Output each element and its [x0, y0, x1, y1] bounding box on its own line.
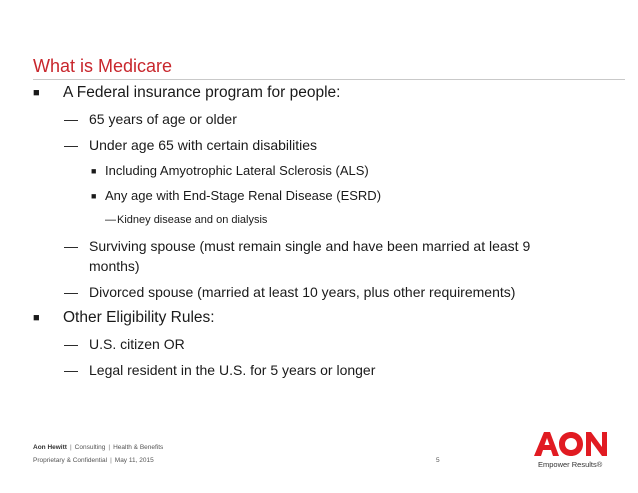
bullet-text: Including Amyotrophic Lateral Sclerosis (ALS)	[105, 163, 369, 178]
bullet-marker: ■	[91, 166, 97, 176]
bullet-text: U.S. citizen OR	[89, 336, 185, 352]
bullet-us-citizen	[64, 335, 185, 353]
bullet-other-eligibility	[33, 309, 215, 327]
footer-line-2	[33, 457, 154, 464]
bullet-federal-program	[33, 84, 340, 102]
footer-line-1	[33, 444, 163, 451]
bullet-marker: ■	[91, 191, 97, 201]
bullet-age-65	[64, 110, 237, 128]
bullet-marker: —	[64, 284, 78, 300]
bullet-surviving-spouse-continuation: months)	[89, 258, 140, 274]
footer-date: May 11, 2015	[114, 457, 154, 464]
bullet-text: Under age 65 with certain disabilities	[89, 137, 318, 153]
footer-company: Aon Hewitt	[33, 444, 67, 451]
bullet-esrd	[91, 187, 381, 205]
footer-division: Consulting	[74, 444, 106, 451]
bullet-text: Any age with End-Stage Renal Disease (ESRD)	[105, 188, 382, 203]
bullet-text: Kidney disease and on dialysis	[117, 214, 268, 226]
bullet-marker: —	[64, 238, 78, 254]
bullet-als	[91, 162, 369, 180]
title-divider	[33, 79, 625, 80]
bullet-divorced-spouse	[64, 283, 515, 301]
bullet-text: Surviving spouse (must remain single and have been married at least 9	[89, 238, 531, 254]
logo-tagline: Empower Results®	[538, 460, 603, 469]
bullet-marker: —	[64, 362, 78, 378]
bullet-marker: —	[105, 214, 116, 226]
page-number: 5	[436, 457, 440, 464]
bullet-kidney-dialysis	[105, 211, 267, 229]
footer-practice: Health & Benefits	[113, 444, 164, 451]
bullet-text: 65 years of age or older	[89, 111, 237, 127]
footer-separator: |	[108, 444, 111, 451]
bullet-marker: ■	[33, 87, 40, 99]
slide-title: What is Medicare	[33, 56, 173, 76]
aon-logo	[533, 430, 609, 458]
footer-classification: Proprietary & Confidential	[33, 457, 108, 464]
bullet-text: Other Eligibility Rules:	[63, 309, 215, 326]
bullet-text: A Federal insurance program for people:	[63, 84, 341, 101]
bullet-legal-resident	[64, 361, 375, 379]
footer-separator: |	[110, 457, 112, 464]
bullet-under-65-disabilities	[64, 136, 317, 154]
bullet-marker: —	[64, 336, 78, 352]
aon-logo-wordmark	[533, 430, 609, 458]
bullet-text: Divorced spouse (married at least 10 years, plus other requirements)	[89, 284, 516, 300]
bullet-marker: —	[64, 137, 78, 153]
footer-separator: |	[69, 444, 72, 451]
bullet-marker: —	[64, 111, 78, 127]
bullet-text: Legal resident in the U.S. for 5 years or longer	[89, 362, 376, 378]
bullet-surviving-spouse	[64, 237, 530, 255]
bullet-marker: ■	[33, 312, 40, 324]
